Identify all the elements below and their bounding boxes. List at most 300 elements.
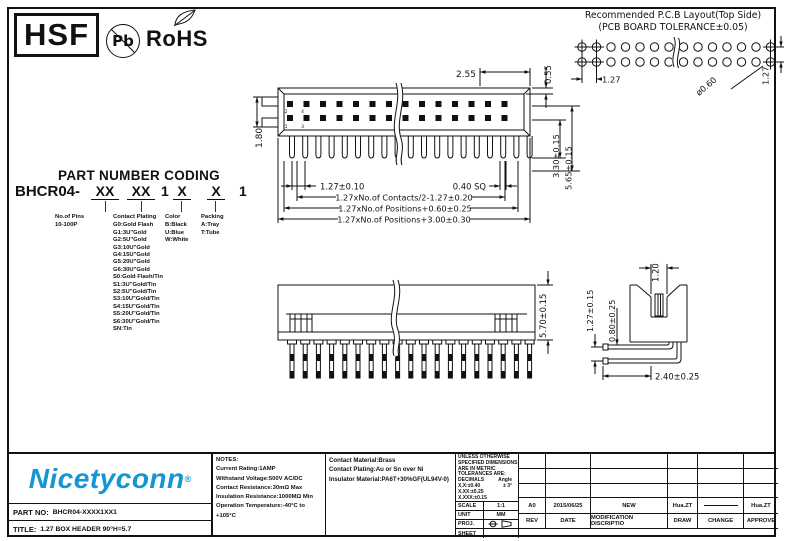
material-line: Contact Plating:Au or Sn over Ni [329,466,424,474]
coding-item: W:White [165,237,189,244]
rev-entry-row [519,498,778,514]
coding-item: G6:30U"Gold [113,266,150,273]
rev-cell [698,484,744,498]
pcb-layout-drawing [555,5,785,100]
drawing-rect [436,115,442,121]
drawing-line [731,66,763,89]
drawing-rect [501,354,505,361]
dim-label: 1.27xNo.of Contacts/2-1.27±0.20 [335,192,473,203]
pcb-hole [737,58,745,66]
drawing-rect [448,354,452,361]
tol-row: X.XXX:±0.15 [458,494,487,501]
dim-label: 1.27 [602,74,621,85]
leader-line [215,201,216,212]
rev-cell [546,484,591,498]
coding-item: 10-100P [55,222,78,229]
drawing-line [278,130,284,136]
drawing-rect [459,340,468,344]
drawing-rect [356,354,360,361]
tol-angle: Angle [498,477,512,484]
drawing-rect [262,97,278,106]
dim-label: 2.40±0.25 [655,371,700,382]
drawing-rect [502,101,508,107]
rev-header: REV [519,514,546,529]
coding-col-packing [201,214,224,237]
note-line: Insulation Resistance:1000MΩ Min [216,494,314,501]
hsf-logo [14,13,99,57]
projection-row [456,520,519,529]
top-view-drawing [250,50,585,235]
pcb-hole [752,43,760,51]
pin [514,136,519,158]
drawing-line [637,285,651,297]
pcb-hole [607,58,615,66]
pcb-hole [694,58,702,66]
pin [448,136,453,158]
drawing-rect [448,371,452,378]
title-block [9,452,775,535]
arrowhead [284,206,290,209]
drawing-rect [304,101,310,107]
pin [356,136,361,158]
drawing-line [524,130,530,136]
materials-list [329,456,455,484]
rev-cell [519,454,546,469]
note-line: Current Rating:1AMP [216,466,276,473]
drawing-rect [409,371,413,378]
coding-item: S3:10U"Gold/Tin [113,296,160,303]
coding-col-title: Color [165,214,181,220]
drawing-rect [403,115,409,121]
drawing-rect [304,115,310,121]
arrowhead [500,195,506,198]
dim-label: 1.27xNo.of Positions+3.00±0.30 [337,214,471,225]
pin [382,136,387,158]
pcb-hole [665,58,673,66]
arrowhead [779,42,782,48]
note-line: Operation Temperature:-40°C to +105°C [216,503,305,519]
pcb-hole [723,43,731,51]
part-coding-title: PART NUMBER CODING [58,168,220,183]
drawing-rect [512,340,521,344]
code-field-fixed2: 1 [239,183,247,199]
rev-header: DRAW [668,514,698,529]
drawing-rect [343,354,347,361]
drawing-rect [343,371,347,378]
rev-empty-row [519,469,778,484]
drawing-line [667,285,680,297]
drawing-rect [435,371,439,378]
pin [342,136,347,158]
rev-cell [668,484,698,498]
code-field-fixed1: 1 [161,183,169,199]
scale-label: SCALE [456,502,484,510]
rev-cell [591,469,668,484]
tol-line: TOLERANCES ARE: [458,471,506,478]
arrowhead [570,106,573,112]
rohs-leaf-icon [172,8,198,28]
rev-approve: Hua.ZT [744,498,778,514]
notes-cell [213,454,326,537]
arrowhead [646,374,652,377]
drawing-title-cell [9,521,213,537]
drawing-rect [396,371,400,378]
drawing-rect [386,115,392,121]
scale-row [456,502,519,511]
tol-line: ARE IN METRIC [458,465,496,472]
drawing-rect [320,115,326,121]
drawing-rect [353,115,359,121]
coding-item: S4:15U"Gold/Tin [113,303,160,310]
part-no-value: BHCR04-XXXX1XX1 [52,508,117,516]
drawing-rect [406,340,415,344]
dim-label: 1.27xNo.of Positions+0.60±0.25 [338,203,472,214]
rev-empty-row [519,454,778,469]
title-value: 1.27 BOX HEADER 90°H=5.7 [40,525,132,533]
pcb-hole [723,58,731,66]
drawing-rect [287,115,293,121]
pin [474,136,479,158]
drawing-rect [409,354,413,361]
coding-item: U:Blue [165,229,184,236]
drawing-rect [462,354,466,361]
leader-line [105,201,106,212]
rev-date: 2015/06/25 [546,498,591,514]
rev-draw: Hua.ZT [668,498,698,514]
drawing-rect [528,354,532,361]
coding-item: G3:10U"Gold [113,244,150,251]
material-line: Contact Material:Brass [329,457,396,464]
unit-value: MM [496,512,506,518]
drawing-rect [262,118,278,127]
drawing-rect [301,340,310,344]
drawing-rect [337,115,343,121]
drawing-line [524,88,530,94]
pcb-hole [621,58,629,66]
pcb-hole [679,58,687,66]
drawing-rect [419,115,425,121]
arrowhead [305,184,311,187]
drawing-rect [278,88,530,136]
rev-cell [591,454,668,469]
rev-cell [519,469,546,484]
material-line: Insulator Material:PA6T+30%GF(UL94V-0) [329,475,449,483]
drawing-rect [290,371,294,378]
drawing-rect [340,340,349,344]
drawing-rect [446,340,455,344]
drawing-rect [475,354,479,361]
projection-label: PROJ. [456,520,484,528]
pcb-hole [708,43,716,51]
coding-col-title: Packing [201,214,224,220]
coding-item-list [113,222,163,333]
coding-item: G5:20U"Gold [113,259,150,266]
proj-cone [502,521,511,527]
arrowhead [513,206,519,209]
dim-label: 1.20 [650,263,661,282]
pin [290,136,295,158]
drawing-rect [499,340,508,344]
drawing-rect [380,340,389,344]
arrowhead [779,62,782,68]
drawing-rect [488,354,492,361]
code-field-packing: X [207,183,225,200]
pcb-hole [650,43,658,51]
drawing-rect [327,340,336,344]
pcb-hole [607,43,615,51]
drawing-line [278,88,284,94]
rev-header-row [519,514,778,529]
front-view-drawing [250,250,560,400]
coding-item-list [201,222,224,237]
drawing-rect [367,340,376,344]
coding-item: G2:5U"Gold [113,237,147,244]
drawing-rect [475,371,479,378]
drawing-rect [462,371,466,378]
note-line: Withstand Voltage:500V AC/DC [216,475,303,482]
drawing-rect [486,340,495,344]
drawing-rect [303,354,307,361]
drawing-rect [603,344,608,350]
rev-bottom-strip [519,529,778,537]
pin [303,136,308,158]
drawing-rect [369,354,373,361]
drawing-rect [382,354,386,361]
pcb-hole [636,58,644,66]
coding-item: G1:3U"Gold [113,229,147,236]
drawing-rect [370,115,376,121]
drawing-rect [436,101,442,107]
projection-symbol-icon [484,520,518,528]
drawing-rect [422,354,426,361]
pcb-hole [665,43,673,51]
dim-label: ø0.60 [693,74,719,98]
drawing-rect [303,371,307,378]
registered-mark: ® [184,473,192,484]
tol-angle-value: ± 3° [503,482,512,489]
notes-list [216,465,325,521]
rev-cell [698,469,744,484]
rev-cell [546,454,591,469]
pin-number: 1 [284,125,288,130]
dim-label: 2.55 [455,70,476,80]
arrowhead [544,94,547,100]
side-view-shapes [591,264,687,380]
pcb-hole [694,43,702,51]
pb-text: Pb [112,32,134,50]
dim-label: 5.65±0.15 [563,146,574,190]
pin-number: 3 [301,125,304,130]
rev-cell [744,469,778,484]
arrowhead [525,70,531,73]
coding-col-color [165,214,188,245]
drawing-rect [354,340,363,344]
note-line: Contact Resistance:30mΩ Max [216,484,303,491]
drawing-rect [433,340,442,344]
sheet-row [456,529,519,538]
rev-cell [668,469,698,484]
drawing-rect [288,340,297,344]
dim-label: 0.55 [544,65,554,84]
code-field-plating: XX [127,183,155,200]
arrowhead [255,122,258,128]
brand-logo-cell [9,454,213,504]
dim-label: 1.27±0.15 [586,289,595,332]
rev-cell [591,484,668,498]
drawing-rect [314,340,323,344]
drawing-rect [403,101,409,107]
arrowhead [546,340,549,346]
dim-label: 5.70±0.15 [538,293,548,338]
pin [316,136,321,158]
coding-item-list [165,222,188,244]
coding-item: SN:Tin [113,326,132,333]
projection-glyph [488,520,514,528]
pcb-hole [708,58,716,66]
part-no-label: PART NO: [13,507,49,517]
rev-cell [744,484,778,498]
arrowhead [667,266,673,269]
unit-label: UNIT [456,511,484,519]
rohs-logo-text: RoHS [146,26,208,51]
part-number-coding [15,168,260,343]
coding-col-title: Contact Plating [113,214,157,220]
pcb-subtitle: (PCB BOARD TOLERANCE±0.05) [598,22,748,33]
part-prefix: BHCR04- [15,183,81,200]
drawing-rect [469,115,475,121]
arrowhead [558,120,561,126]
pin [488,136,493,158]
arrowhead [287,184,293,187]
leader-line [141,201,142,212]
drawing-rect [290,354,294,361]
pcb-hole [636,43,644,51]
coding-col-title: No.of Pins [55,214,85,220]
dim-label: 1.27 [760,66,771,85]
drawing-rect [603,358,608,364]
arrowhead [495,184,501,187]
coding-item: S0:Gold Flash/Tin [113,274,163,281]
drawing-rect [525,340,534,344]
drawing-rect [502,115,508,121]
tol-line: SPECIFIED DIMENSIONS [458,459,518,466]
drawing-rect [435,354,439,361]
unit-row [456,511,519,520]
pcb-hole [650,58,658,66]
dim-label: 0.40 SQ [452,181,486,192]
drawing-rect [330,371,334,378]
rev-cell [744,454,778,469]
drawing-rect [485,115,491,121]
drawing-rect [382,371,386,378]
pcb-hole [621,43,629,51]
pin [435,136,440,158]
sheet-label: SHEET [456,529,484,538]
drawing-rect [320,101,326,107]
drawing-rect [353,101,359,107]
coding-item: G4:15U"Gold [113,252,150,259]
dim-label: 1.80 [255,127,265,148]
coding-item: S1:3U"Gold/Tin [113,281,157,288]
drawing-rect [488,371,492,378]
drawing-rect [370,101,376,107]
pcb-hole [737,43,745,51]
rev-header: CHANGE [698,514,744,529]
change-line [704,505,738,506]
drawing-rect [316,371,320,378]
coding-col-plating [113,214,163,334]
coding-item: S5:20U"Gold/Tin [113,311,160,318]
drawing-rect [655,294,663,316]
code-field-pins: XX [91,183,119,200]
rev-description: NEW [591,498,668,514]
drawing-rect [452,115,458,121]
materials-cell [326,454,456,537]
side-view-drawing [585,250,785,400]
tol-line: UNLESS OTHERWISE [458,454,510,460]
drawing-rect [356,371,360,378]
drawing-rect [316,354,320,361]
pin [461,136,466,158]
arrowhead [255,97,258,103]
drawing-rect [369,371,373,378]
rev-cell [519,484,546,498]
pin [369,136,374,158]
rev-header: MODIFICATION DISCRIPTIO [591,514,668,529]
rev-header: DATE [546,514,591,529]
tolerance-cell [456,454,519,502]
part-no-cell [9,504,213,521]
arrowhead [603,374,609,377]
drawing-rect [514,371,518,378]
rev-empty-row [519,484,778,498]
pin [422,136,427,158]
drawing-rect [287,101,293,107]
tol-row: X.XX:±0.25 [458,488,484,495]
coding-item: A:Tray [201,222,220,229]
pin [329,136,334,158]
coding-col-pins [55,214,84,230]
drawing-rect [337,101,343,107]
rev-cell [698,454,744,469]
coding-item: S2:5U"Gold/Tin [113,289,157,296]
drawing-rect [485,101,491,107]
rev-cell [546,469,591,484]
pin-number: 2 [284,110,288,115]
pin-number: 4 [301,110,304,115]
notes-header: NOTES: [216,457,239,463]
title-label: TITLE: [13,524,37,534]
drawing-rect [452,101,458,107]
arrowhead [278,217,284,220]
pin [501,136,506,158]
drawing-rect [469,101,475,107]
pcb-hole [752,58,760,66]
rev-header: APPROVE [744,514,778,529]
pcb-title: Recommended P.C.B Layout(Top Side) [584,10,762,21]
brand-logo: Nicetyconn [28,462,185,494]
dim-label: 3.30±0.15 [551,134,561,178]
drawing-rect [330,354,334,361]
pb-free-icon [101,19,145,63]
arrowhead [593,361,596,367]
revision-table [519,454,778,537]
drawing-rect [528,371,532,378]
rev-cell [668,454,698,469]
pin [408,136,413,158]
drawing-rect [514,354,518,361]
hsf-logo-text: HSF [24,17,89,52]
